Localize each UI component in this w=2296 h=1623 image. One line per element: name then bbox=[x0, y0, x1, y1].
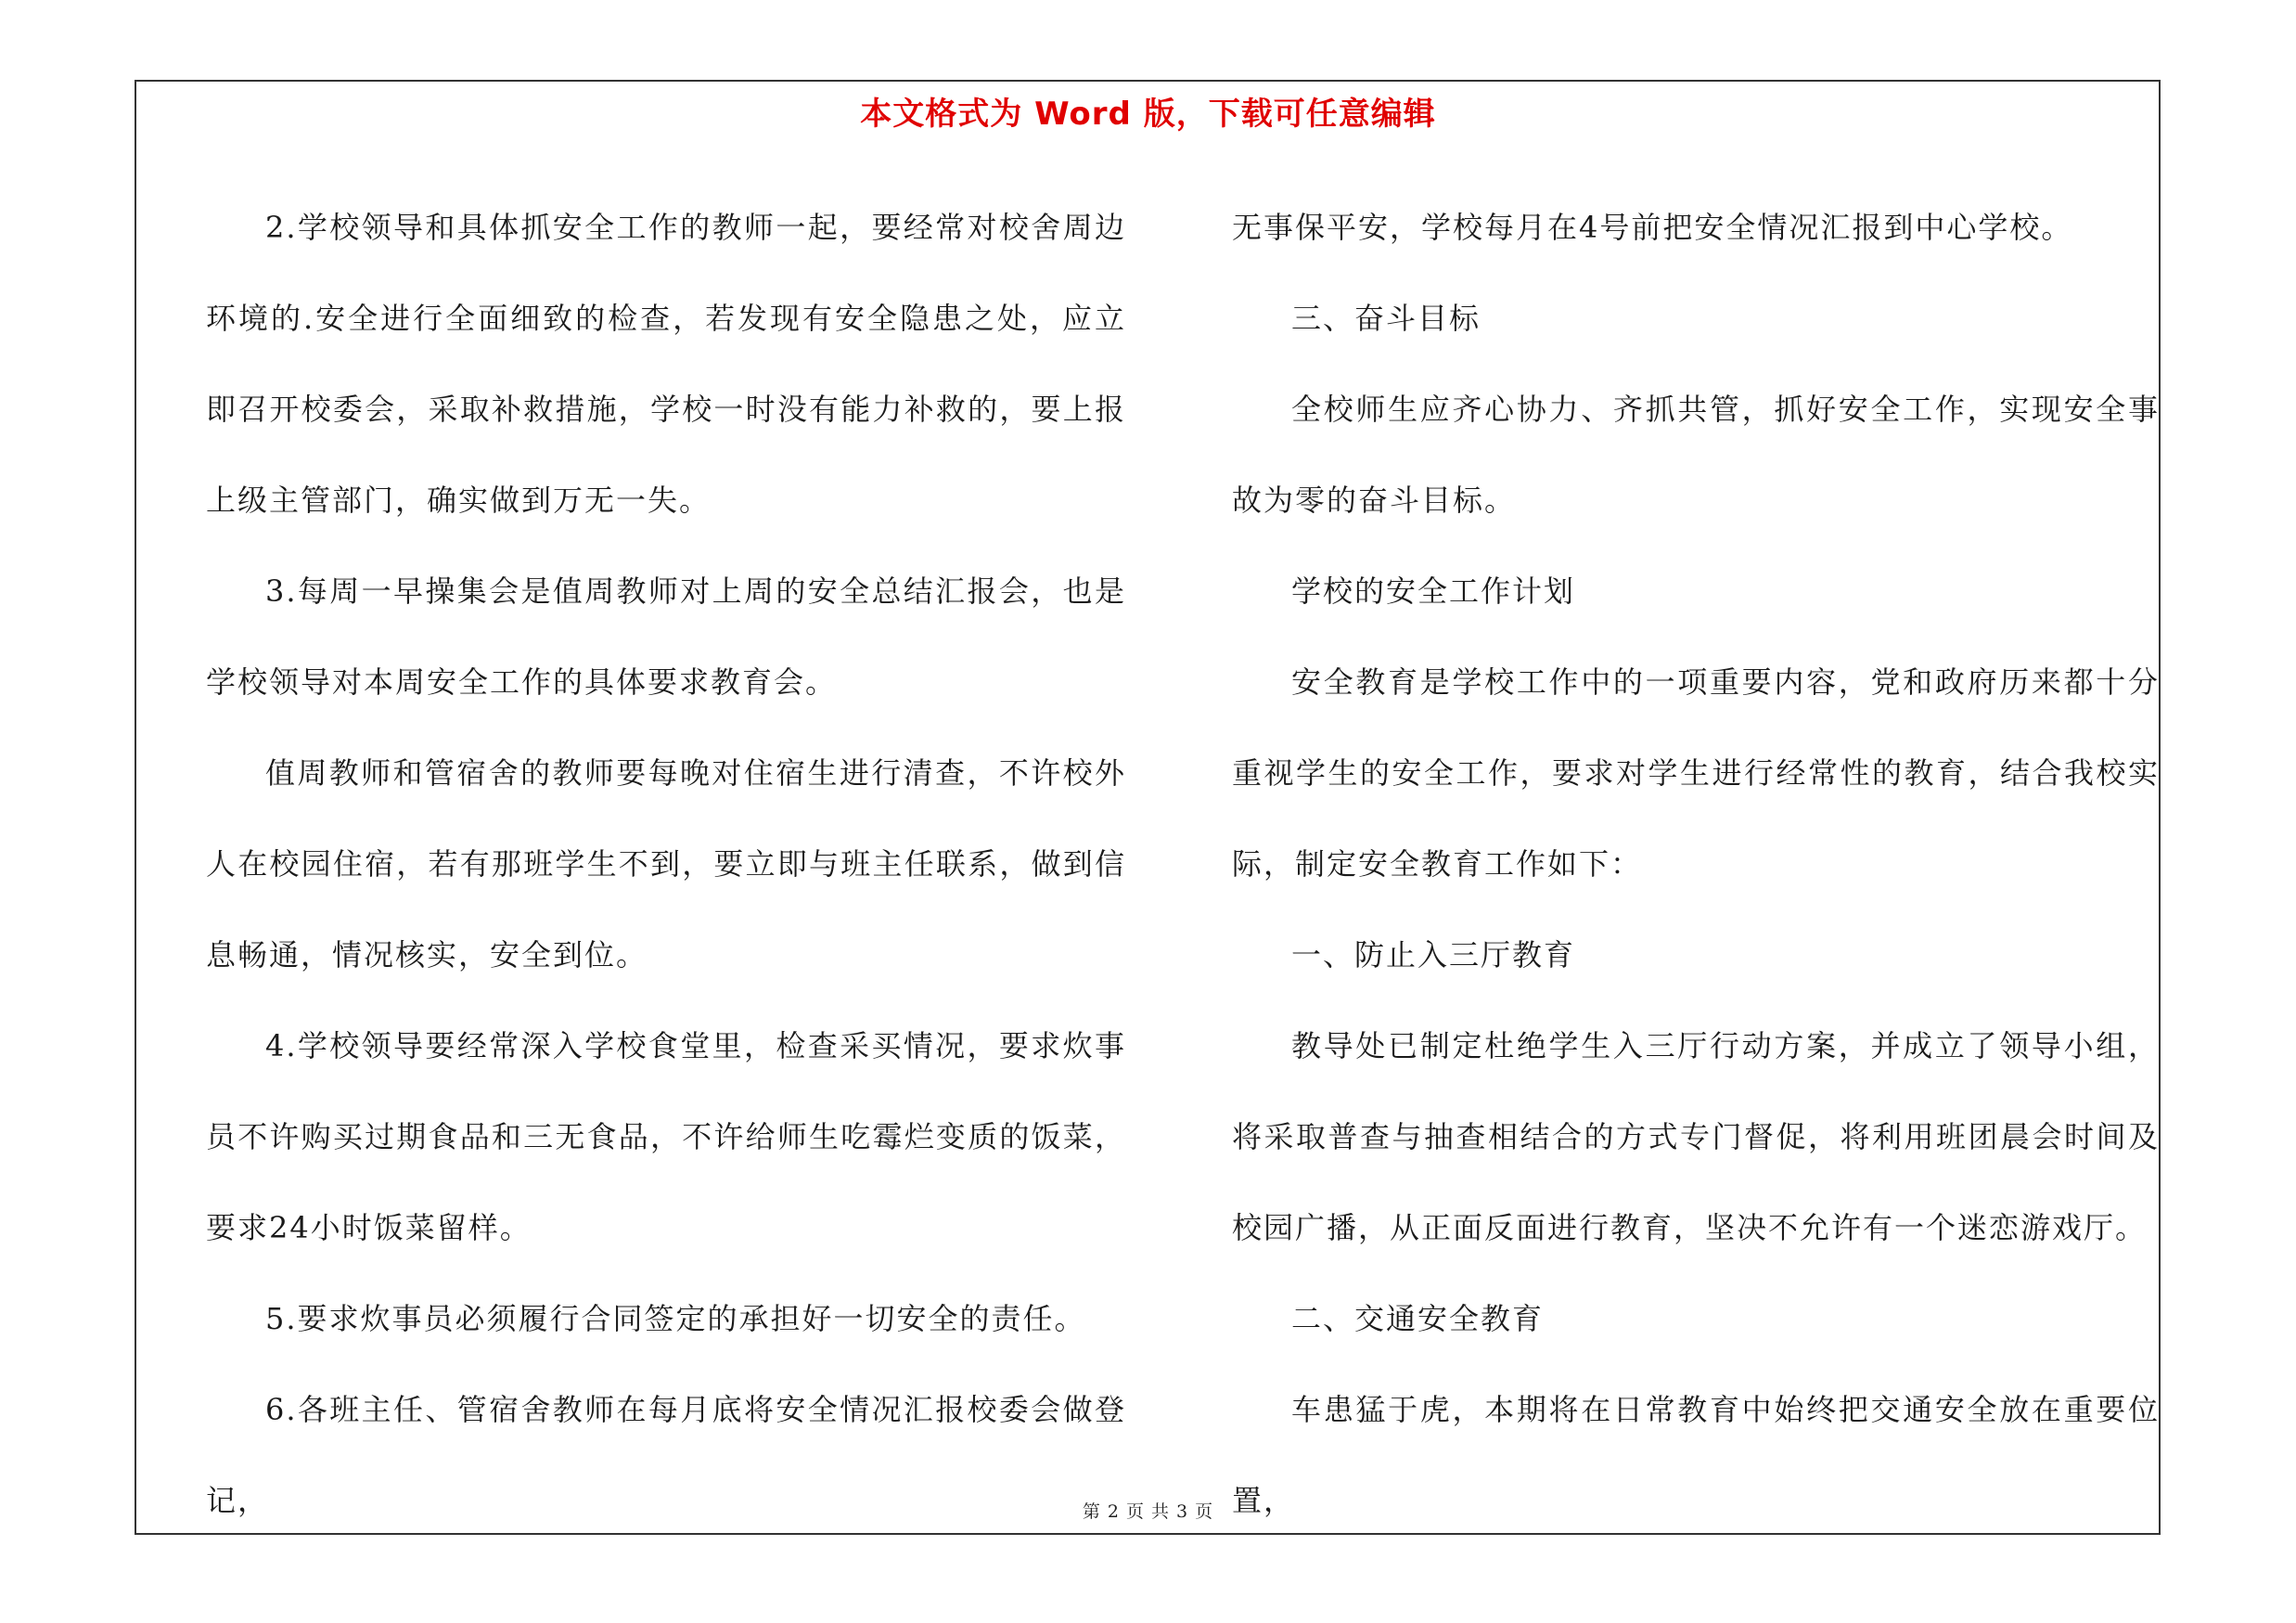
section-heading: 一、防止入三厅教育 bbox=[1291, 937, 1576, 973]
paragraph: 全校师生应齐心协力、齐抓共管，抓好安全工作，实现安全事故为零的奋斗目标。 bbox=[1232, 392, 2160, 518]
paragraph: 教导处已制定杜绝学生入三厅行动方案，并成立了领导小组，将采取普查与抽查相结合的方式专门督促，将利用班团晨会时间及校园广播，从正面反面进行教育，坚决不允许有一个迷恋游戏厅。 bbox=[1232, 1028, 2160, 1245]
paragraph-continuation: 无事保平安，学校每月在4号前把安全情况汇报到中心学校。 bbox=[1232, 210, 2073, 245]
paragraph: 2.学校领导和具体抓安全工作的教师一起，要经常对校舍周边环境的.安全进行全面细致的检查，若发现有安全隐患之处，应立即召开校委会，采取补救措施，学校一时没有能力补救的，要上报上级主管部门，确实做到万无一失。 bbox=[206, 210, 1126, 518]
page-number-footer: 第 2 页 共 3 页 bbox=[1082, 1501, 1214, 1522]
format-banner: 本文格式为 Word 版，下载可任意编辑 bbox=[860, 96, 1436, 133]
left-column bbox=[206, 182, 1126, 1546]
paragraph: 车患猛于虎，本期将在日常教育中始终把交通安全放在重要位置， bbox=[1232, 1392, 2160, 1518]
paragraph: 3.每周一早操集会是值周教师对上周的安全总结汇报会，也是学校领导对本周安全工作的具体要求教育会。 bbox=[206, 573, 1126, 700]
section-title: 学校的安全工作计划 bbox=[1291, 573, 1576, 609]
paragraph: 值周教师和管宿舍的教师要每晚对住宿生进行清查，不许校外人在校园住宿，若有那班学生不到，要立即与班主任联系，做到信息畅通，情况核实，安全到位。 bbox=[206, 755, 1126, 973]
section-heading: 三、奋斗目标 bbox=[1291, 301, 1481, 336]
paragraph: 安全教育是学校工作中的一项重要内容，党和政府历来都十分重视学生的安全工作，要求对学生进行经常性的教育，结合我校实际，制定安全教育工作如下： bbox=[1232, 664, 2160, 882]
paragraph: 4.学校领导要经常深入学校食堂里，检查采买情况，要求炊事员不许购买过期食品和三无食品，不许给师生吃霉烂变质的饭菜，要求24小时饭菜留样。 bbox=[206, 1028, 1126, 1245]
paragraph: 6.各班主任、管宿舍教师在每月底将安全情况汇报校委会做登记， bbox=[206, 1392, 1126, 1518]
right-column bbox=[1232, 182, 2160, 1546]
paragraph: 5.要求炊事员必须履行合同签定的承担好一切安全的责任。 bbox=[265, 1301, 1086, 1336]
section-heading: 二、交通安全教育 bbox=[1291, 1301, 1545, 1336]
